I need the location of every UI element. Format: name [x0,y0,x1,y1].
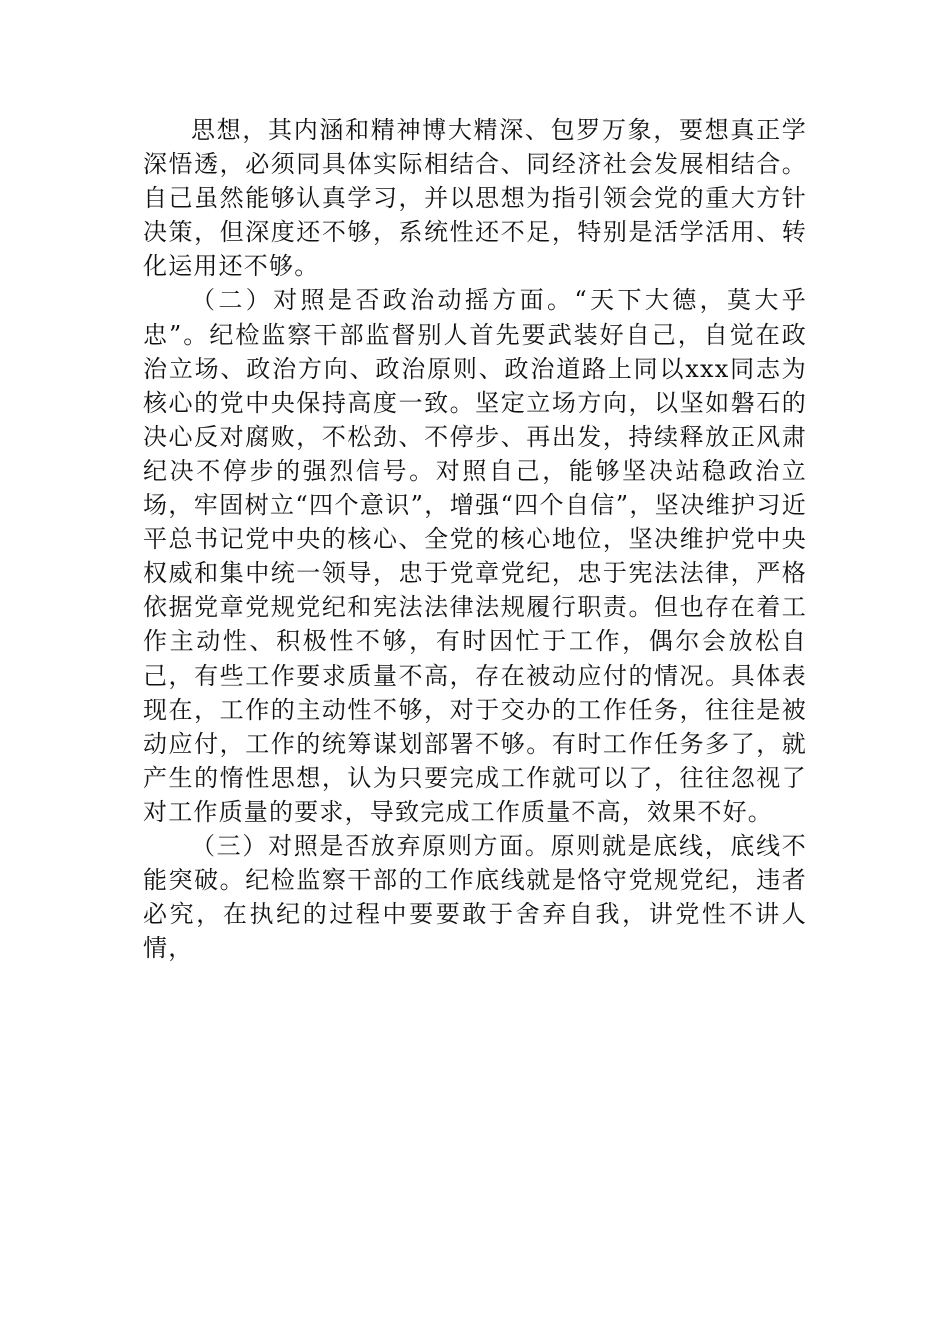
paragraph-3: （三）对照是否放弃原则方面。原则就是底线，底线不能突破。纪检监察干部的工作底线就是恪守党规党纪，违者必究，在执纪的过程中要要敢于舍弃自我，讲党性不讲人情， [143,831,807,963]
paragraph-1: 思想，其内涵和精神博大精深、包罗万象，要想真正学深悟透，必须同具体实际相结合、同经济社会发展相结合。自己虽然能够认真学习，并以思想为指引领会党的重大方针决策，但深度还不够，系统性还不足，特别是活学活用、转化运用还不够。 [143,116,807,281]
paragraph-2: （二）对照是否政治动摇方面。“天下大德，莫大乎忠”。纪检监察干部监督别人首先要武装好自己，自觉在政治立场、政治方向、政治原则、政治道路上同以xxx同志为核心的党中央保持高度一致。坚定立场方向，以坚如磐石的决心反对腐败，不松劲、不停步、再出发，持续释放正风肃纪决不停步的强烈信号。对照自己，能够坚决站稳政治立场，牢固树立“四个意识”，增强“四个自信”，坚决维护习近平总书记党中央的核心、全党的核心地位，坚决维护党中央权威和集中统一领导，忠于党章党纪，忠于宪法法律，严格依据党章党规党纪和宪法法律法规履行职责。但也存在着工作主动性、积极性不够，有时因忙于工作，偶尔会放松自己，有些工作要求质量不高，存在被动应付的情况。具体表现在，工作的主动性不够，对于交办的工作任务，往往是被动应付，工作的统筹谋划部署不够。有时工作任务多了，就产生的惰性思想，认为只要完成工作就可以了，往往忽视了对工作质量的要求，导致完成工作质量不高，效果不好。 [143,286,807,826]
document-body [143,113,807,965]
